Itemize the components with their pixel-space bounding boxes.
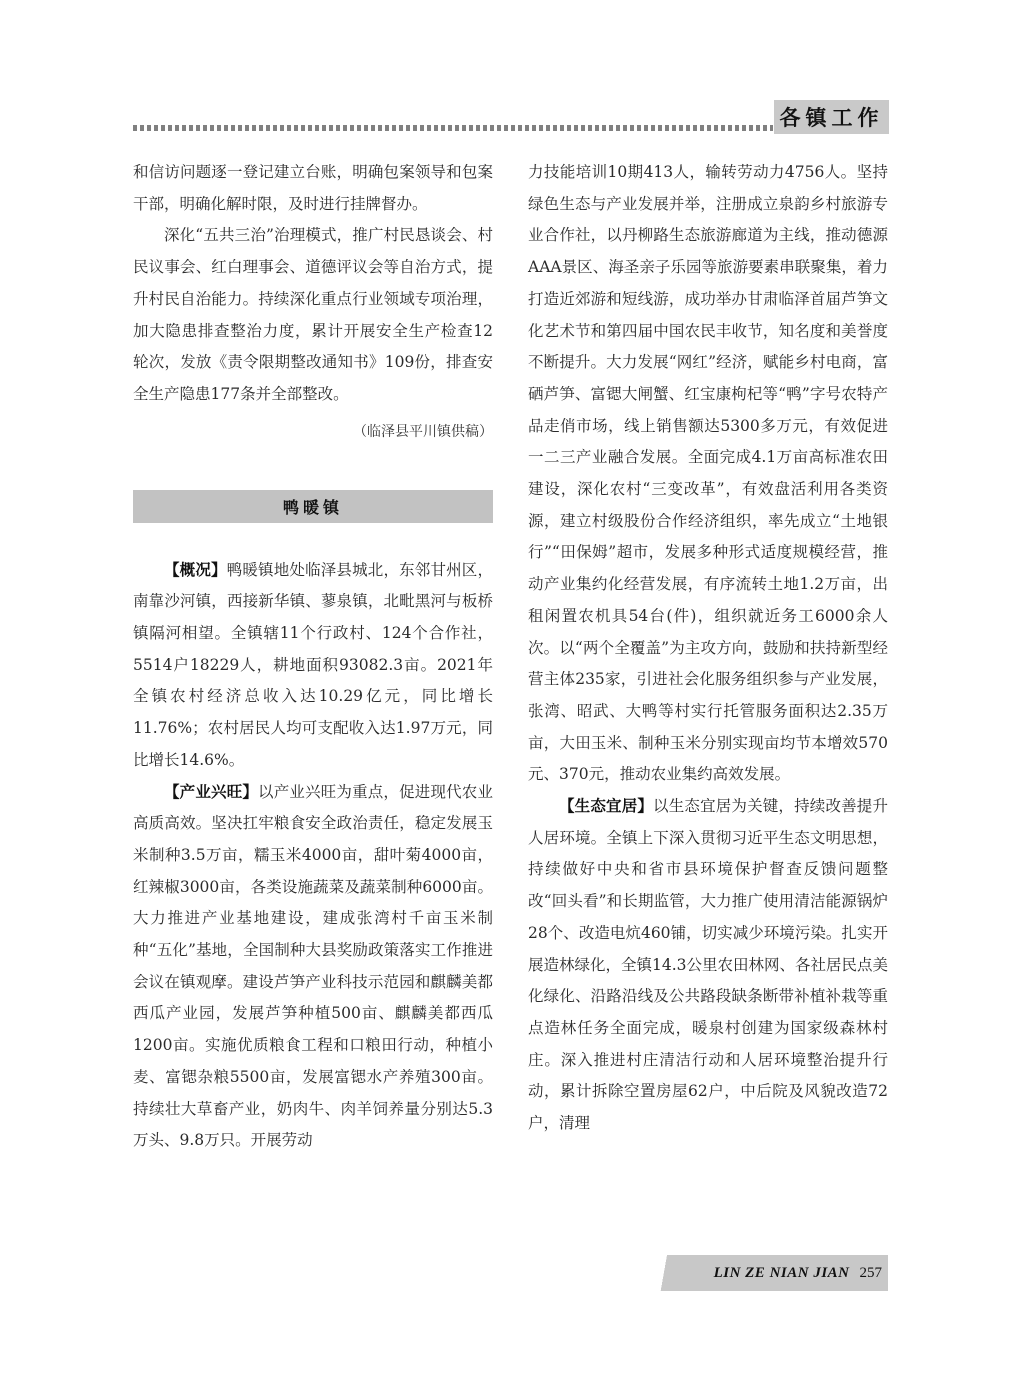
- paragraph-governance: 深化“五共三治”治理模式，推广村民恳谈会、村民议事会、红白理事会、道德评议会等自治方式，提升村民自治能力。持续深化重点行业领域专项治理，加大隐患排查整治力度，累计开展安全生产检查12轮次，发放《责令限期整改通知书》109份，排查安全生产隐患177条并全部整改。: [133, 226, 493, 403]
- overview-text: 鸭暖镇地处临泽县城北，东邻甘州区，南靠沙河镇，西接新华镇、蓼泉镇，北毗黑河与板桥镇隔河相望。全镇辖11个行政村、124个合作社，5514户18229人，耕地面积93082.3亩。2021年全镇农村经济总收入达10.29亿元，同比增长11.76%；农村居民人均可支配收入达1.97万元，同比增长14.6%。: [133, 560, 493, 769]
- paragraph-industry-continued: 力技能培训10期413人，输转劳动力4756人。坚持绿色生态与产业发展并举，注册成立泉韵乡村旅游专业合作社，以丹柳路生态旅游廊道为主线，推动德源AAA景区、海圣亲子乐园等旅游要素串联聚集，着力打造近郊游和短线游，成功举办甘肃临泽首届芦笋文化艺术节和第四届中国农民丰收节，知名度和美誉度不断提升。大力发展“网红”经济，赋能乡村电商，富硒芦笋、富锶大闸蟹、红宝康枸杞等“鸭”字号农特产品走俏市场，线上销售额达5300多万元，有效促进一二三产业融合发展。全面完成4.1万亩高标准农田建设，深化农村“三变改革”，有效盘活利用各类资源，建立村级股份合作经济组织，率先成立“土地银行”“田保姆”超市，发展多种形式适度规模经营，推动产业集约化经营发展，有序流转土地1.2万亩，出租闲置农机具54台(件)，组织就近务工6000余人次。以“两个全覆盖”为主攻方向，鼓励和扶持新型经营主体235家，引进社会化服务组织参与产业发展，张湾、昭武、大鸭等村实行托管服务面积达2.35万亩，大田玉米、制种玉米分别实现亩均节本增效570元、370元，推动农业集约高效发展。: [528, 163, 888, 784]
- footer-brand: LIN ZE NIAN JIAN: [713, 1264, 850, 1281]
- ecology-label: 【生态宜居】: [559, 797, 654, 816]
- paragraph-ecology: [528, 791, 888, 1140]
- page-footer: [630, 1255, 888, 1291]
- town-heading-bar: [133, 490, 493, 523]
- industry-text: 以产业兴旺为重点，促进现代农业高质高效。坚决扛牢粮食安全政治责任，稳定发展玉米制种3.5万亩，糯玉米4000亩，甜叶菊4000亩，红辣椒3000亩，各类设施蔬菜及蔬菜制种6000亩。大力推进产业基地建设，建成张湾村千亩玉米制种“五化”基地，全国制种大县奖励政策落实工作推进会议在镇观摩。建设芦笋产业科技示范园和麒麟美都西瓜产业园，发展芦笋种植500亩、麒麟美都西瓜1200亩。实施优质粮食工程和口粮田行动，种植小麦、富锶杂粮5500亩，发展富锶水产养殖300亩。持续壮大草畜产业，奶肉牛、肉羊饲养量分别达5.3万头、9.8万只。开展劳动: [133, 782, 493, 1150]
- ecology-text: 以生态宜居为关键，持续改善提升人居环境。全镇上下深入贯彻习近平生态文明思想，持续做好中央和省市县环境保护督查反馈问题整改“回头看”和长期监管，大力推广使用清洁能源锅炉28个、改造电炕460铺，切实减少环境污染。扎实开展造林绿化，全镇14.3公里农田林网、各社居民点美化绿化、沿路沿线及公共路段缺条断带补植补栽等重点造林任务全面完成，暖泉村创建为国家级森林村庄。深入推进村庄清洁行动和人居环境整治提升行动，累计拆除空置房屋62户，中后院及风貌改造72户，清理: [528, 797, 889, 1133]
- section-title: 各镇工作: [779, 106, 884, 130]
- town-heading: 鸭暖镇: [282, 497, 343, 517]
- paragraph-continued: 和信访问题逐一登记建立台账，明确包案领导和包案干部，明确化解时限，及时进行挂牌督办。: [133, 163, 493, 213]
- section-title-tab: [774, 100, 889, 134]
- overview-label: 【概况】: [164, 560, 227, 579]
- industry-label: 【产业兴旺】: [164, 782, 259, 801]
- right-column: [528, 157, 888, 1140]
- left-column: [133, 157, 493, 1157]
- paragraph-overview: [133, 555, 493, 777]
- source-credit: （临泽县平川镇供稿）: [353, 423, 493, 440]
- page-number: 257: [859, 1264, 882, 1281]
- header-dotted-rule: [133, 125, 773, 131]
- spacer: [133, 523, 493, 555]
- paragraph-industry: [133, 777, 493, 1157]
